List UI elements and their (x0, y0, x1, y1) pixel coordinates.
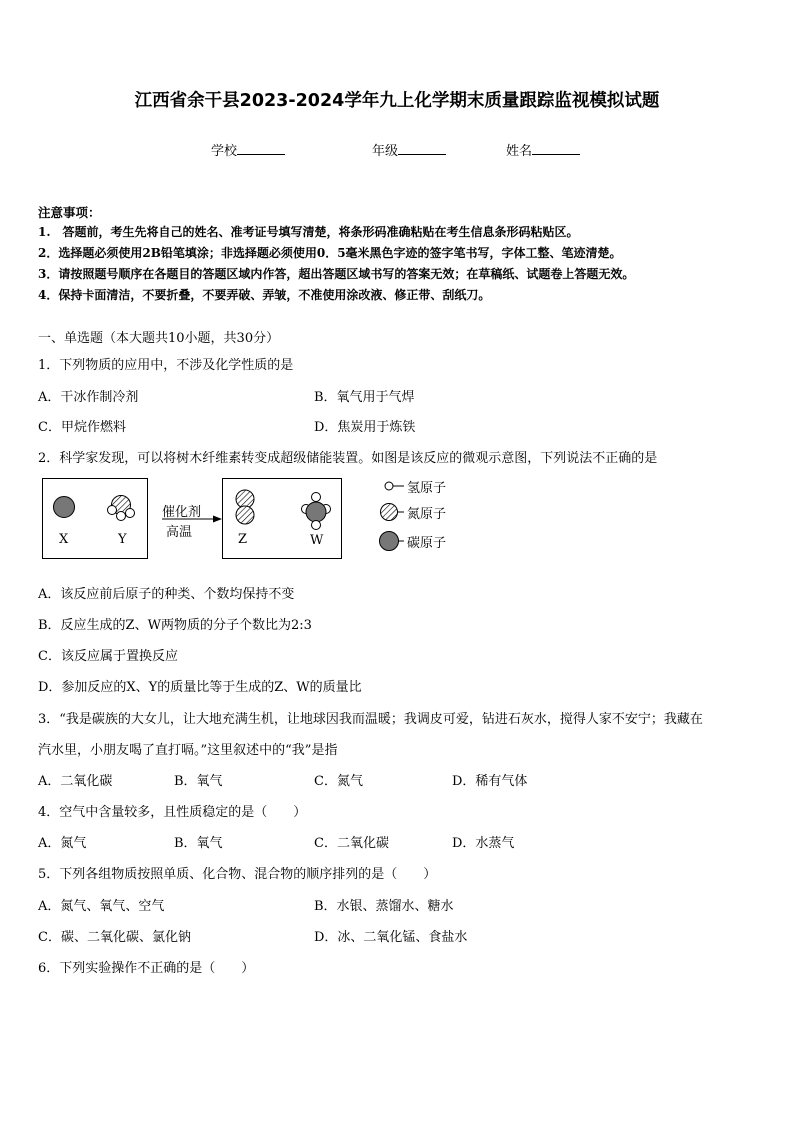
q5-option-d: D．冰、二氧化锰、食盐水 (314, 930, 468, 945)
q1-option-a: A．干冰作制冷剂 (38, 390, 139, 405)
q3-option-d: D．稀有气体 (452, 774, 528, 789)
hydrogen-atom (312, 493, 321, 502)
label-y: Y (118, 532, 127, 547)
q3-option-a: A．二氧化碳 (38, 774, 113, 789)
school-label: 学校 (211, 144, 238, 159)
label-z: Z (238, 532, 248, 547)
q3-option-c: C．氮气 (314, 774, 363, 789)
question-2-stem: 2．科学家发现，可以将树木纤维素转变成超级储能装置。如图是该反应的微观示意图，下列说法不正确的是 (38, 451, 658, 466)
page-title: 江西省余干县2023-2024学年九上化学期末质量跟踪监视模拟试题 (134, 91, 660, 111)
label-x: X (59, 532, 69, 547)
q2-option-a: A．该反应前后原子的种类、个数均保持不变 (38, 587, 295, 602)
legend-hydrogen: 氢原子 (407, 481, 447, 496)
q3-option-b: B．氧气 (174, 774, 223, 789)
nitrogen-legend-icon (381, 504, 398, 521)
q1-option-b: B．氧气用于气焊 (314, 390, 415, 405)
carbon-atom (306, 502, 326, 522)
arrow-head-icon (213, 516, 222, 523)
label-w: W (310, 533, 324, 548)
note-item: 3．请按照题号顺序在各题目的答题区域内作答，超出答题区域书写的答案无效；在草稿纸、试题卷上答题无效。 (38, 267, 635, 281)
legend-nitrogen: 氮原子 (407, 507, 447, 522)
hydrogen-atom (117, 512, 126, 521)
legend-carbon: 碳原子 (407, 536, 447, 551)
grade-label: 年级 (372, 144, 399, 159)
note-item: 1. 答题前，考生先将自己的姓名、准考证号填写清楚，将条形码准确粘贴在考生信息条形码粘贴区。 (38, 225, 579, 239)
nitrogen-atom (236, 506, 254, 524)
note-item: 2．选择题必须使用2B铅笔填涂；非选择题必须使用0．5毫米黑色字迹的签字笔书写，字体工整、笔迹清楚。 (38, 246, 622, 260)
carbon-atom (54, 497, 75, 518)
q4-option-c: C．二氧化碳 (314, 836, 389, 851)
q2-option-c: C．该反应属于置换反应 (38, 649, 178, 664)
hydrogen-atom (108, 506, 117, 515)
notes-heading: 注意事项： (38, 205, 101, 220)
question-4-stem: 4．空气中含量较多，且性质稳定的是（ ） (38, 805, 307, 820)
name-label: 姓名 (506, 144, 533, 159)
hydrogen-atom (312, 521, 321, 530)
question-3-stem-line2: 汽水里，小朋友喝了直打嗝。”这里叙述中的“我”是指 (38, 743, 338, 758)
q4-option-a: A．氮气 (38, 836, 87, 851)
q1-option-d: D．焦炭用于炼铁 (314, 420, 416, 435)
question-5-stem: 5．下列各组物质按照单质、化合物、混合物的顺序排列的是（ ） (38, 867, 437, 882)
q4-option-d: D．水蒸气 (452, 836, 515, 851)
section-heading: 一、单选题（本大题共10小题，共30分） (38, 331, 280, 346)
q4-option-b: B．氧气 (174, 836, 223, 851)
q5-option-b: B．水银、蒸馏水、糖水 (314, 899, 454, 914)
nitrogen-atom (236, 490, 254, 508)
q5-option-a: A．氮气、氧气、空气 (38, 899, 165, 914)
question-6-stem: 6．下列实验操作不正确的是（ ） (38, 961, 255, 976)
q5-option-c: C．碳、二氧化碳、氯化钠 (38, 930, 191, 945)
q1-option-c: C．甲烷作燃料 (38, 420, 126, 435)
q2-option-b: B．反应生成的Z、W两物质的分子个数比为2:3 (38, 618, 312, 633)
hydrogen-legend-icon (385, 482, 393, 490)
question-1-stem: 1．下列物质的应用中，不涉及化学性质的是 (38, 358, 294, 373)
note-item: 4．保持卡面清洁，不要折叠，不要弄破、弄皱，不准使用涂改液、修正带、刮纸刀。 (38, 288, 491, 302)
arrow-condition-top: 催化剂 (162, 505, 202, 520)
carbon-legend-icon (380, 532, 399, 551)
question-3-stem-line1: 3．“我是碳族的大女儿，让大地充满生机，让地球因我而温暖；我调皮可爱，钻进石灰水，搅得人家不安宁；我藏在 (38, 712, 703, 727)
arrow-condition-bottom: 高温 (166, 525, 193, 540)
q2-option-d: D．参加反应的X、Y的质量比等于生成的Z、W的质量比 (38, 680, 362, 695)
hydrogen-atom (126, 509, 135, 518)
